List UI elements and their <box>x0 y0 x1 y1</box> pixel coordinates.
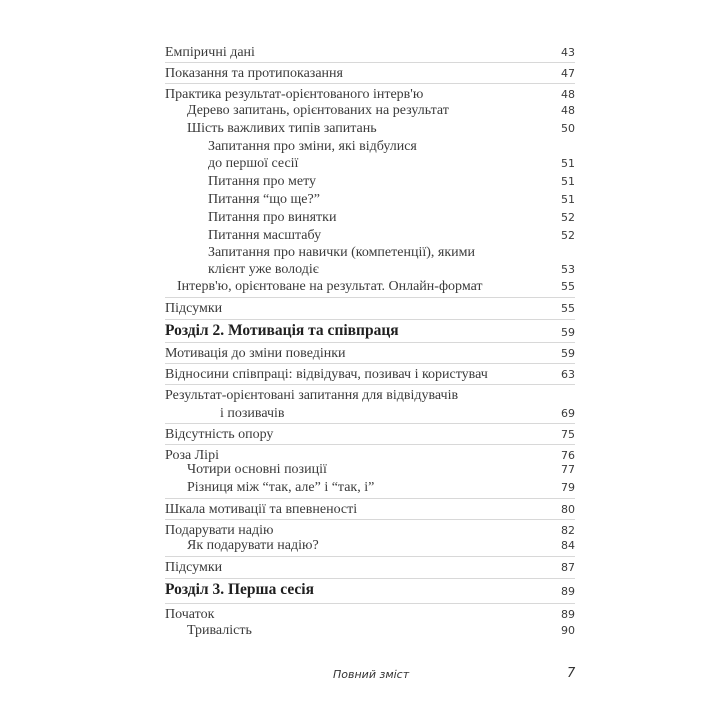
toc-entry-page: 79 <box>561 481 575 494</box>
toc-entry-title: Мотивація до зміни поведінки <box>165 346 346 361</box>
page-number: 7 <box>567 666 576 681</box>
toc-entry <box>165 191 575 208</box>
toc-entry-page: 69 <box>561 407 575 420</box>
toc-entry-page: 76 <box>561 449 575 462</box>
toc-entry <box>165 62 575 82</box>
toc-entry <box>165 120 575 137</box>
toc-entry-title: Шість важливих типів запитань <box>187 121 377 136</box>
toc-entry <box>165 423 575 443</box>
toc-entry-page: 89 <box>561 608 575 621</box>
toc-entry-page: 84 <box>561 539 575 552</box>
toc-entry-page: 63 <box>561 368 575 381</box>
toc-entry-page: 48 <box>561 104 575 117</box>
toc-entry-page: 90 <box>561 624 575 637</box>
toc-entry-title: Питання масштабу <box>208 228 322 243</box>
running-footer-title: Повний зміст <box>333 668 410 681</box>
toc-entry-page: 52 <box>561 211 575 224</box>
toc-entry-title: Відсутність опору <box>165 427 274 442</box>
toc-entry-title: Різниця між “так, але” і “так, і” <box>187 480 375 495</box>
toc-entry-title: Емпіричні дані <box>165 45 255 60</box>
toc-entry-title: Питання про винятки <box>208 210 337 225</box>
toc-entry-page: 82 <box>561 524 575 537</box>
toc-entry-page: 87 <box>561 561 575 574</box>
toc-entry-title: Запитання про зміни, які відбулися <box>208 139 417 154</box>
toc-entry <box>165 102 575 119</box>
toc-entry <box>165 603 575 623</box>
toc-entry-title: Як подарувати надію? <box>187 538 319 553</box>
toc-entry-title-cont: до першої сесії <box>208 156 299 171</box>
toc-entry-title: Дерево запитань, орієнтованих на результат <box>187 103 449 118</box>
toc-entry-title: Результат-орієнтовані запитання для відвідувачів <box>165 388 459 403</box>
toc-entry <box>165 44 575 61</box>
toc-entry-page: 55 <box>561 280 575 293</box>
toc-entry-title: Практика результат-орієнтованого інтерв'ю <box>165 87 424 102</box>
toc-entry-page: 75 <box>561 428 575 441</box>
toc-entry <box>165 83 575 103</box>
toc-entry-page: 52 <box>561 229 575 242</box>
toc-entry-page: 59 <box>561 347 575 360</box>
toc-entry-title: Чотири основні позиції <box>187 462 327 477</box>
toc-entry-title: Підсумки <box>165 560 223 575</box>
toc-entry <box>165 556 575 576</box>
toc-entry-title: Розділ 2. Мотивація та співпраця <box>165 322 399 339</box>
toc-entry <box>165 537 575 554</box>
toc-entry <box>165 342 575 362</box>
toc-entry <box>165 498 575 518</box>
toc-entry <box>165 519 575 539</box>
toc-entry-page: 55 <box>561 302 575 315</box>
toc-entry <box>165 622 575 639</box>
toc-entry <box>165 138 575 172</box>
toc-entry-title-cont: і позивачів <box>220 406 285 421</box>
toc-entry <box>165 384 575 422</box>
toc-entry-page: 51 <box>561 157 575 170</box>
toc-entry <box>165 297 575 317</box>
toc-entry-title: Тривалість <box>187 623 252 638</box>
toc-entry-page: 51 <box>561 175 575 188</box>
toc-entry-title: Шкала мотивації та впевненості <box>165 502 358 517</box>
toc-entry-page: 59 <box>561 326 575 339</box>
toc-entry-title: Питання “що ще?” <box>208 192 320 207</box>
toc-entry-page: 50 <box>561 122 575 135</box>
toc-entry-title: Підсумки <box>165 301 223 316</box>
toc-entry-title: Роза Лірі <box>165 448 219 463</box>
toc-entry-title: Запитання про навички (компетенції), якими <box>208 245 475 260</box>
toc-chapter-heading <box>165 319 575 341</box>
toc-entry <box>165 227 575 244</box>
toc-entry-page: 47 <box>561 67 575 80</box>
toc-entry-title: Початок <box>165 607 215 622</box>
toc-entry <box>165 244 575 278</box>
toc-entry-page: 77 <box>561 463 575 476</box>
toc-entry-title: Інтерв'ю, орієнтоване на результат. Онлайн-формат <box>177 279 483 294</box>
toc-entry <box>165 209 575 226</box>
toc-entry-page: 80 <box>561 503 575 516</box>
toc-entry <box>165 278 575 295</box>
toc-entry-page: 89 <box>561 585 575 598</box>
toc-entry-title: Відносини співпраці: відвідувач, позивач і користувач <box>165 367 488 382</box>
toc-entry-page: 51 <box>561 193 575 206</box>
toc-entry-title-cont: клієнт уже володіє <box>208 262 319 277</box>
toc-entry <box>165 363 575 383</box>
toc-entry-title: Питання про мету <box>208 174 317 189</box>
toc-entry-title: Подарувати надію <box>165 523 274 538</box>
toc-chapter-heading <box>165 578 575 600</box>
toc-entry <box>165 479 575 496</box>
toc-entry-title: Розділ 3. Перша сесія <box>165 581 314 598</box>
toc-entry-page: 53 <box>561 263 575 276</box>
toc-entry <box>165 461 575 478</box>
toc-entry-page: 43 <box>561 46 575 59</box>
toc-entry-page: 48 <box>561 88 575 101</box>
toc-entry <box>165 173 575 190</box>
toc-entry-title: Показання та протипоказання <box>165 66 343 81</box>
